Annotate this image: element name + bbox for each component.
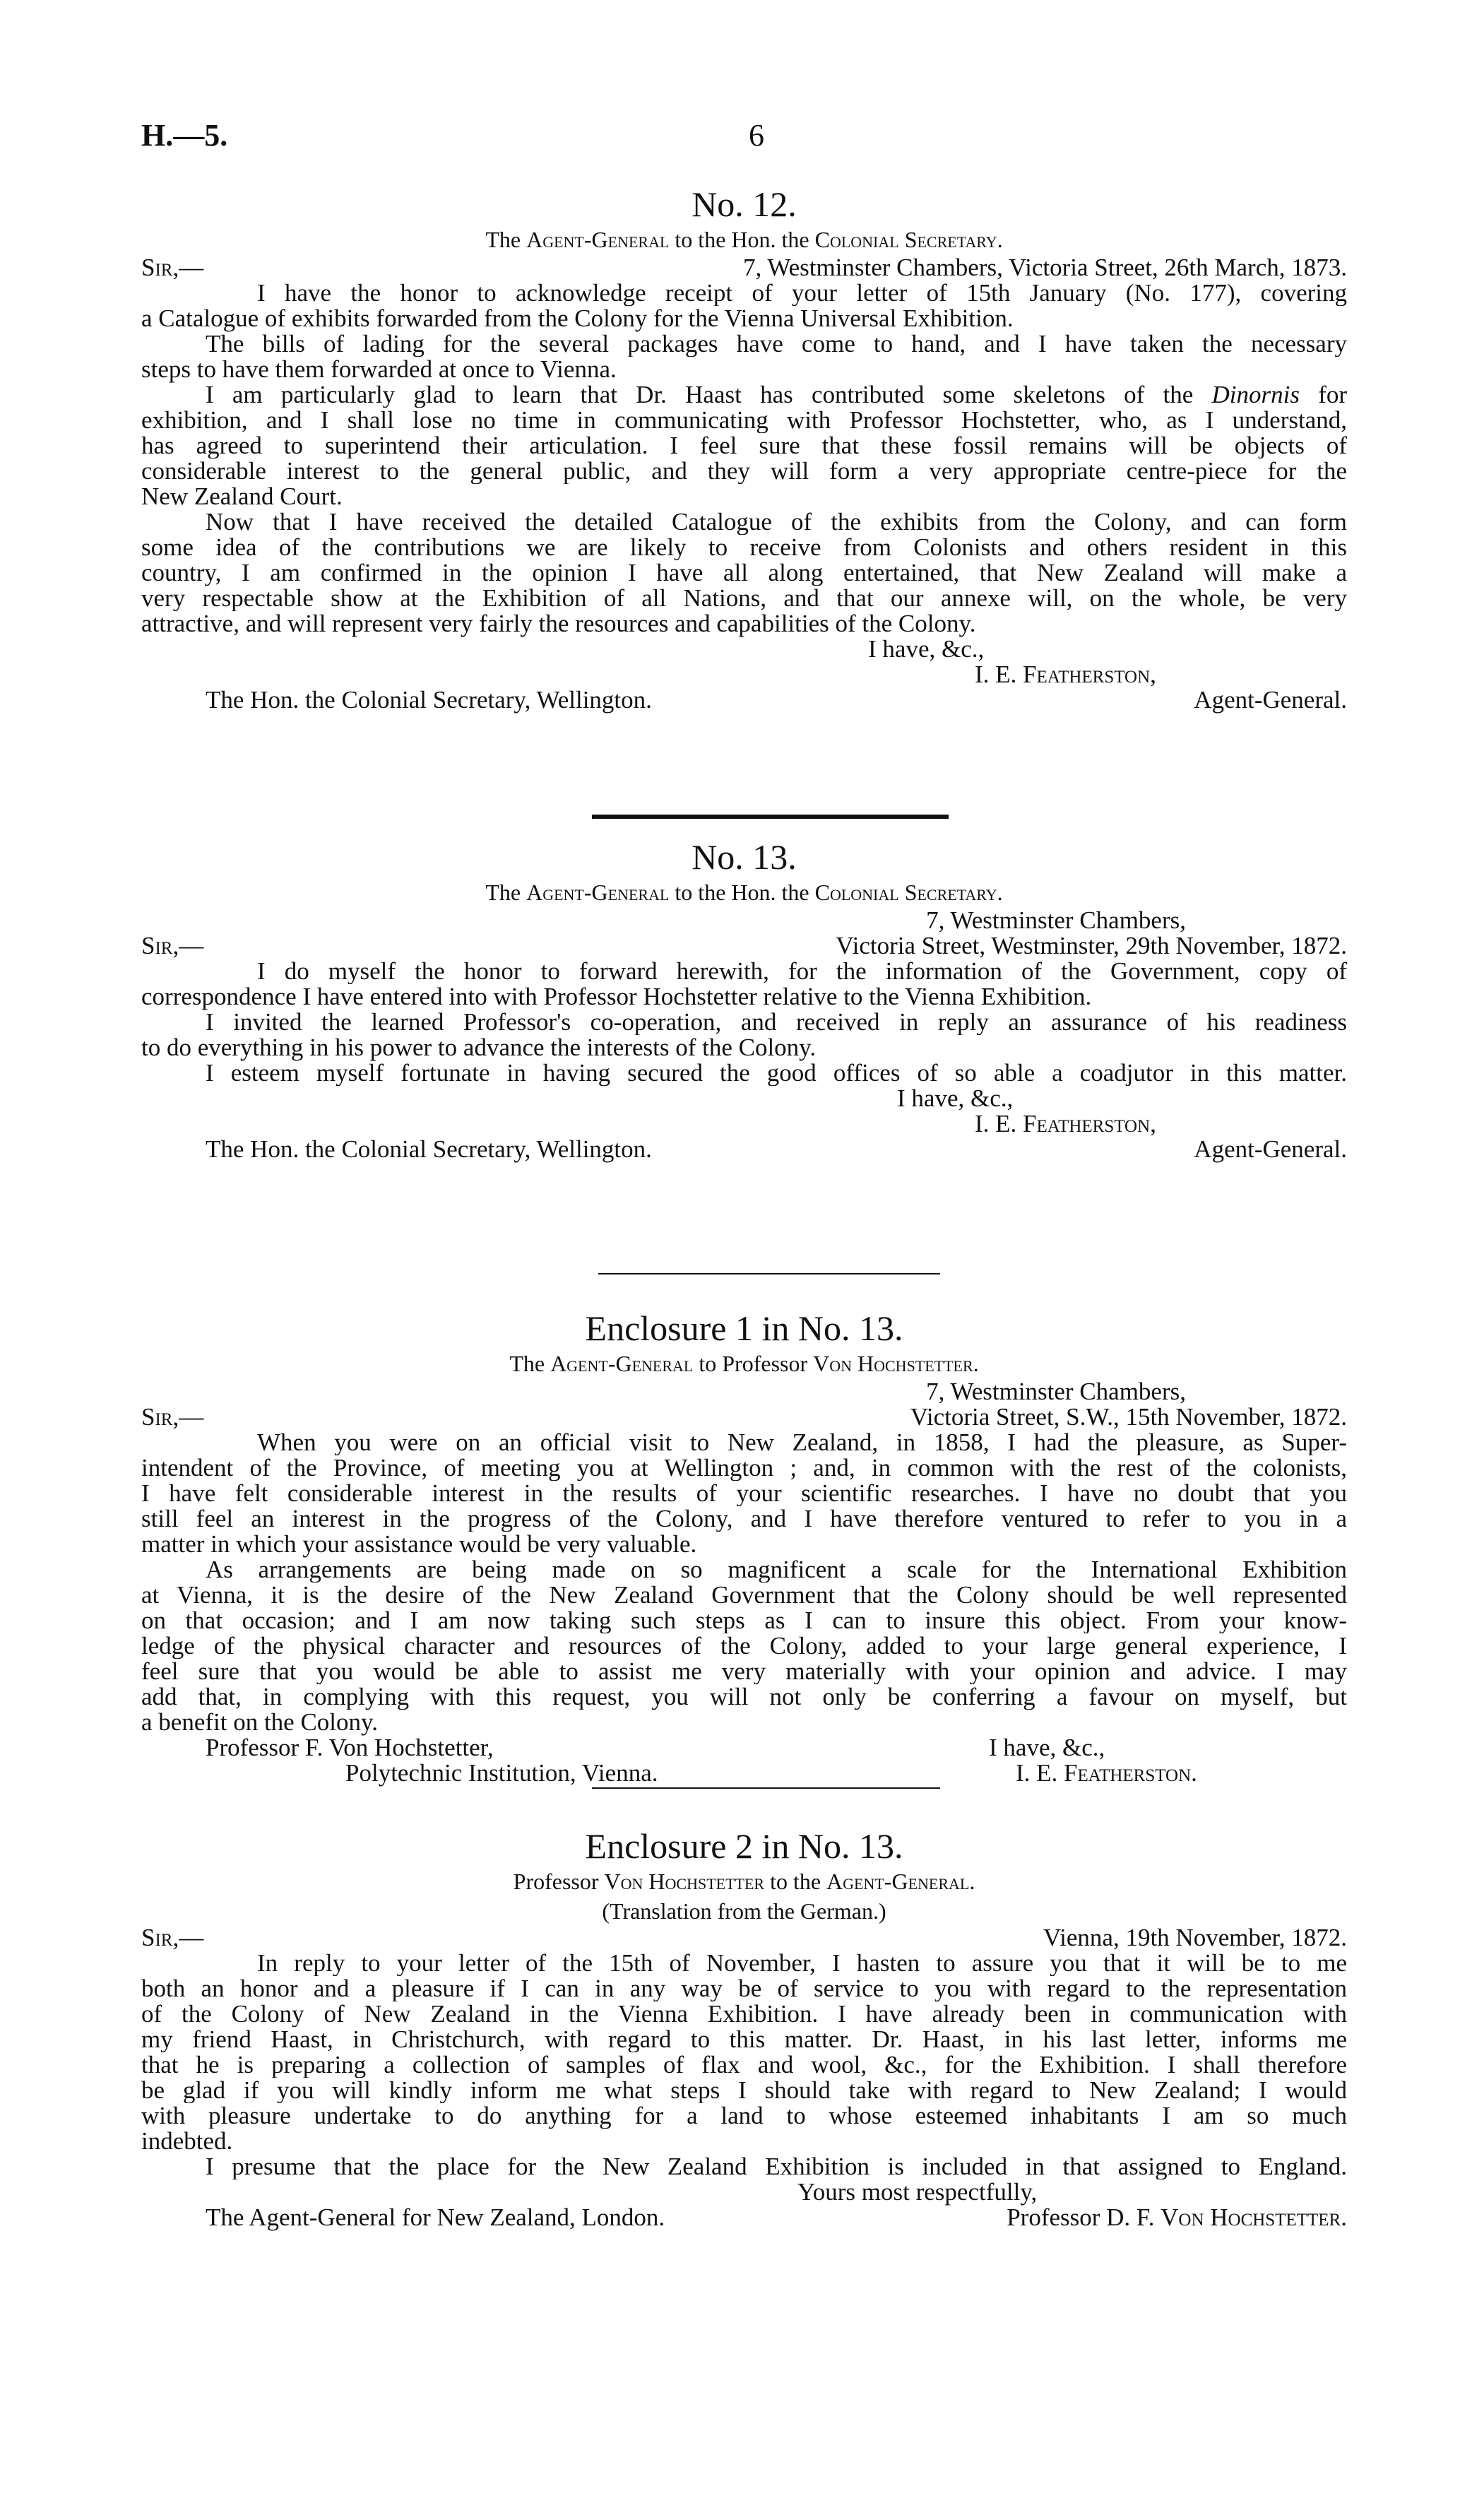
signature-line [141,2205,1347,2230]
dateline: Vienna, 19th November, 1872. [1043,1924,1347,1951]
text-run: Sir,— [141,1924,204,1951]
salutation-line [141,1404,1347,1430]
text-line: The bills of lading for the several packages have come to hand, and I have taken the necessary [206,331,1347,357]
text-run: I. E. [1016,1759,1064,1787]
text-run: I. E. [975,661,1023,688]
text-line: When you were on an official visit to New Zealand, in 1858, I had the pleasure, as Super- [257,1430,1347,1455]
text-line: at Vienna, it is the desire of the New Zealand Government that the Colony should be well represented [141,1583,1347,1608]
text-run: I am particularly glad to learn that Dr. Haast has contributed some skeletons of the [206,382,1212,408]
section-subtitle [141,1348,1347,1379]
text-run: The [509,1351,551,1376]
text-line: considerable interest to the general public, and they will form a very appropriate centre-piece for the [141,459,1347,484]
text-run: Von Hochstetter. [813,1351,979,1376]
section-divider [592,1787,940,1789]
translation-note: (Translation from the German.) [602,1898,886,1924]
text-line: I have, &c., [868,635,985,663]
text-line: with pleasure undertake to do anything for a land to whose esteemed inhabitants I am so much [141,2103,1347,2129]
signature [1016,1761,1197,1786]
text-line: attractive, and will represent very fairly the resources and capabilities of the Colony. [141,610,976,637]
text-run: Sir,— [141,932,204,959]
signature-line [141,687,1347,713]
text-line [141,382,1347,408]
text-run: The [485,227,527,252]
salutation-line [141,1925,1347,1951]
page-number: 6 [749,118,764,153]
section-heading: Enclosure 1 in No. 13. [585,1308,903,1348]
signature-line [141,1137,1347,1162]
text-run: to the Hon. the [669,880,815,905]
text-line: matter in which your assistance would be very valuable. [141,1530,697,1558]
text-line: I do myself the honor to forward herewith, for the information of the Government, copy of [257,959,1347,984]
section-subtitle [141,224,1347,255]
text-line: I have the honor to acknowledge receipt of your letter of 15th January (No. 177), covering [257,280,1347,306]
text-line: both an honor and a pleasure if I can in any way be of service to you with regard to the representation [141,1976,1347,2001]
text-run: Colonial Secretary. [814,880,1003,905]
text-line: New Zealand Court. [141,483,343,510]
text-line: indebted. [141,2127,233,2155]
text-line: I presume that the place for the New Zealand Exhibition is included in that assigned to England. [206,2154,1347,2179]
salutation [141,255,203,280]
signature: Agent-General. [1194,1135,1347,1163]
text-run: Featherston. [1064,1759,1197,1787]
text-line: very respectable show at the Exhibition of all Nations, and that our annexe will, on the whole, be very [141,586,1347,611]
text-run: Von Hochstetter. [1161,2203,1347,2231]
text-run: Featherston, [1023,1110,1156,1137]
text-line: that he is preparing a collection of samples of flax and wool, &c., for the Exhibition. I shall therefore [141,2052,1347,2078]
letter-no-12 [141,184,1347,713]
signature-line [141,1761,1347,1786]
text-line: my friend Haast, in Christchurch, with regard to this matter. Dr. Haast, in his last letter, informs me [141,2027,1347,2052]
text-run: Featherston, [1023,661,1156,688]
text-line [141,662,1347,687]
text-line: to do everything in his power to advance the interests of the Colony. [141,1034,817,1061]
text-run: to the Hon. the [669,227,815,252]
text-line: As arrangements are being made on so magnificent a scale for the International Exhibition [206,1557,1347,1583]
text-line: correspondence I have entered into with Professor Hochstetter relative to the Vienna Exhibition. [141,983,1092,1010]
addressee: The Agent-General for New Zealand, London. [206,2203,665,2231]
salutation-line [141,933,1347,959]
text-run: Sir,— [141,254,204,281]
text-line: some idea of the contributions we are likely to receive from Colonists and others resident in this [141,535,1347,560]
text-run: Agent-General [550,1351,694,1376]
text-line: ledge of the physical character and resources of the Colony, added to your large general experience, I [141,1633,1347,1659]
text-run: Professor [513,1869,605,1894]
text-run: Sir,— [141,1403,204,1431]
signature: Agent-General. [1194,686,1347,714]
text-run: to Professor [693,1351,814,1376]
section-subtitle [141,1866,1347,1897]
addressee: The Hon. the Colonial Secretary, Wellington. [206,686,652,714]
text-line: country, I am confirmed in the opinion I have all along entertained, that New Zealand will make a [141,560,1347,586]
text-line: a benefit on the Colony. [141,1708,379,1736]
addressee: Professor F. Von Hochstetter, [206,1734,494,1761]
text-line: still feel an interest in the progress of the Colony, and I have therefore ventured to refer to you in a [141,1506,1347,1532]
text-line: I have felt considerable interest in the results of your scientific researches. I have no doubt that you [141,1481,1347,1506]
text-line: steps to have them forwarded at once to Vienna. [141,355,617,383]
text-line: I have, &c., [897,1084,1014,1112]
text-line: 7, Westminster Chambers, [926,906,1186,934]
text-line: feel sure that you would be able to assist me very materially with your opinion and advice. I may [141,1659,1347,1684]
text-line: of the Colony of New Zealand in the Vienna Exhibition. I have already been in communication with [141,2001,1347,2027]
text-line [141,1111,1347,1137]
text-line: a Catalogue of exhibits forwarded from the Colony for the Vienna Universal Exhibition. [141,304,1014,332]
addressee: Polytechnic Institution, Vienna. [345,1759,658,1787]
text-line: I invited the learned Professor's co-operation, and received in reply an assurance of his readiness [206,1010,1347,1035]
text-run: Agent-General [526,227,670,252]
text-run: Professor D. F. [1007,2203,1161,2231]
text-run: The [485,880,527,905]
text-line: on that occasion; and I am now taking such steps as I can to insure this object. From your know- [141,1608,1347,1633]
document-reference: H.—5. [141,118,228,153]
text-run: Colonial Secretary. [814,227,1003,252]
text-line: exhibition, and I shall lose no time in communicating with Professor Hochstetter, who, as I understand, [141,408,1347,433]
text-run: Von Hochstetter [604,1869,765,1894]
signature-line [141,1735,1347,1761]
addressee: The Hon. the Colonial Secretary, Wellington. [206,1135,652,1163]
text-line: I esteem myself fortunate in having secured the good offices of so able a coadjutor in this matter. [206,1060,1347,1086]
text-run: Dinornis [1211,382,1300,408]
salutation [141,1404,203,1430]
dateline: Victoria Street, Westminster, 29th November, 1872. [836,932,1347,959]
text-line: be glad if you will kindly inform me what steps I should take with regard to New Zealand; I would [141,2078,1347,2103]
enclosure-2 [141,1826,1347,2230]
text-run: Agent-General [526,880,670,905]
section-divider-thick [592,815,949,819]
signature: I have, &c., [989,1734,1105,1761]
salutation [141,1925,203,1951]
dateline: 7, Westminster Chambers, Victoria Street, 26th March, 1873. [742,254,1347,281]
text-line: Yours most respectfully, [797,2178,1038,2206]
text-line: 7, Westminster Chambers, [926,1378,1186,1405]
section-divider [598,1273,940,1274]
section-heading: Enclosure 2 in No. 13. [585,1826,903,1866]
text-run: Agent-General. [826,1869,975,1894]
enclosure-1 [141,1308,1347,1786]
section-heading: No. 13. [692,837,797,877]
text-run: I. E. [975,1110,1023,1137]
section-heading: No. 12. [692,184,797,224]
dateline: Victoria Street, S.W., 15th November, 1872. [910,1403,1347,1431]
text-line: add that, in complying with this request, you will not only be conferring a favour on myself, but [141,1684,1347,1710]
section-subtitle [141,877,1347,908]
text-line: has agreed to superintend their articulation. I feel sure that these fossil remains will be objects of [141,433,1347,459]
text-line: In reply to your letter of the 15th of November, I hasten to assure you that it will be to me [257,1951,1347,1976]
letter-no-13 [141,837,1347,1162]
text-line: intendent of the Province, of meeting you at Wellington ; and, in common with the rest of the colonists, [141,1455,1347,1481]
signature [1007,2205,1347,2230]
salutation [141,933,203,959]
salutation-line [141,255,1347,280]
text-run: to the [764,1869,827,1894]
text-run: for [1299,382,1347,408]
text-line: Now that I have received the detailed Catalogue of the exhibits from the Colony, and can form [206,509,1347,535]
